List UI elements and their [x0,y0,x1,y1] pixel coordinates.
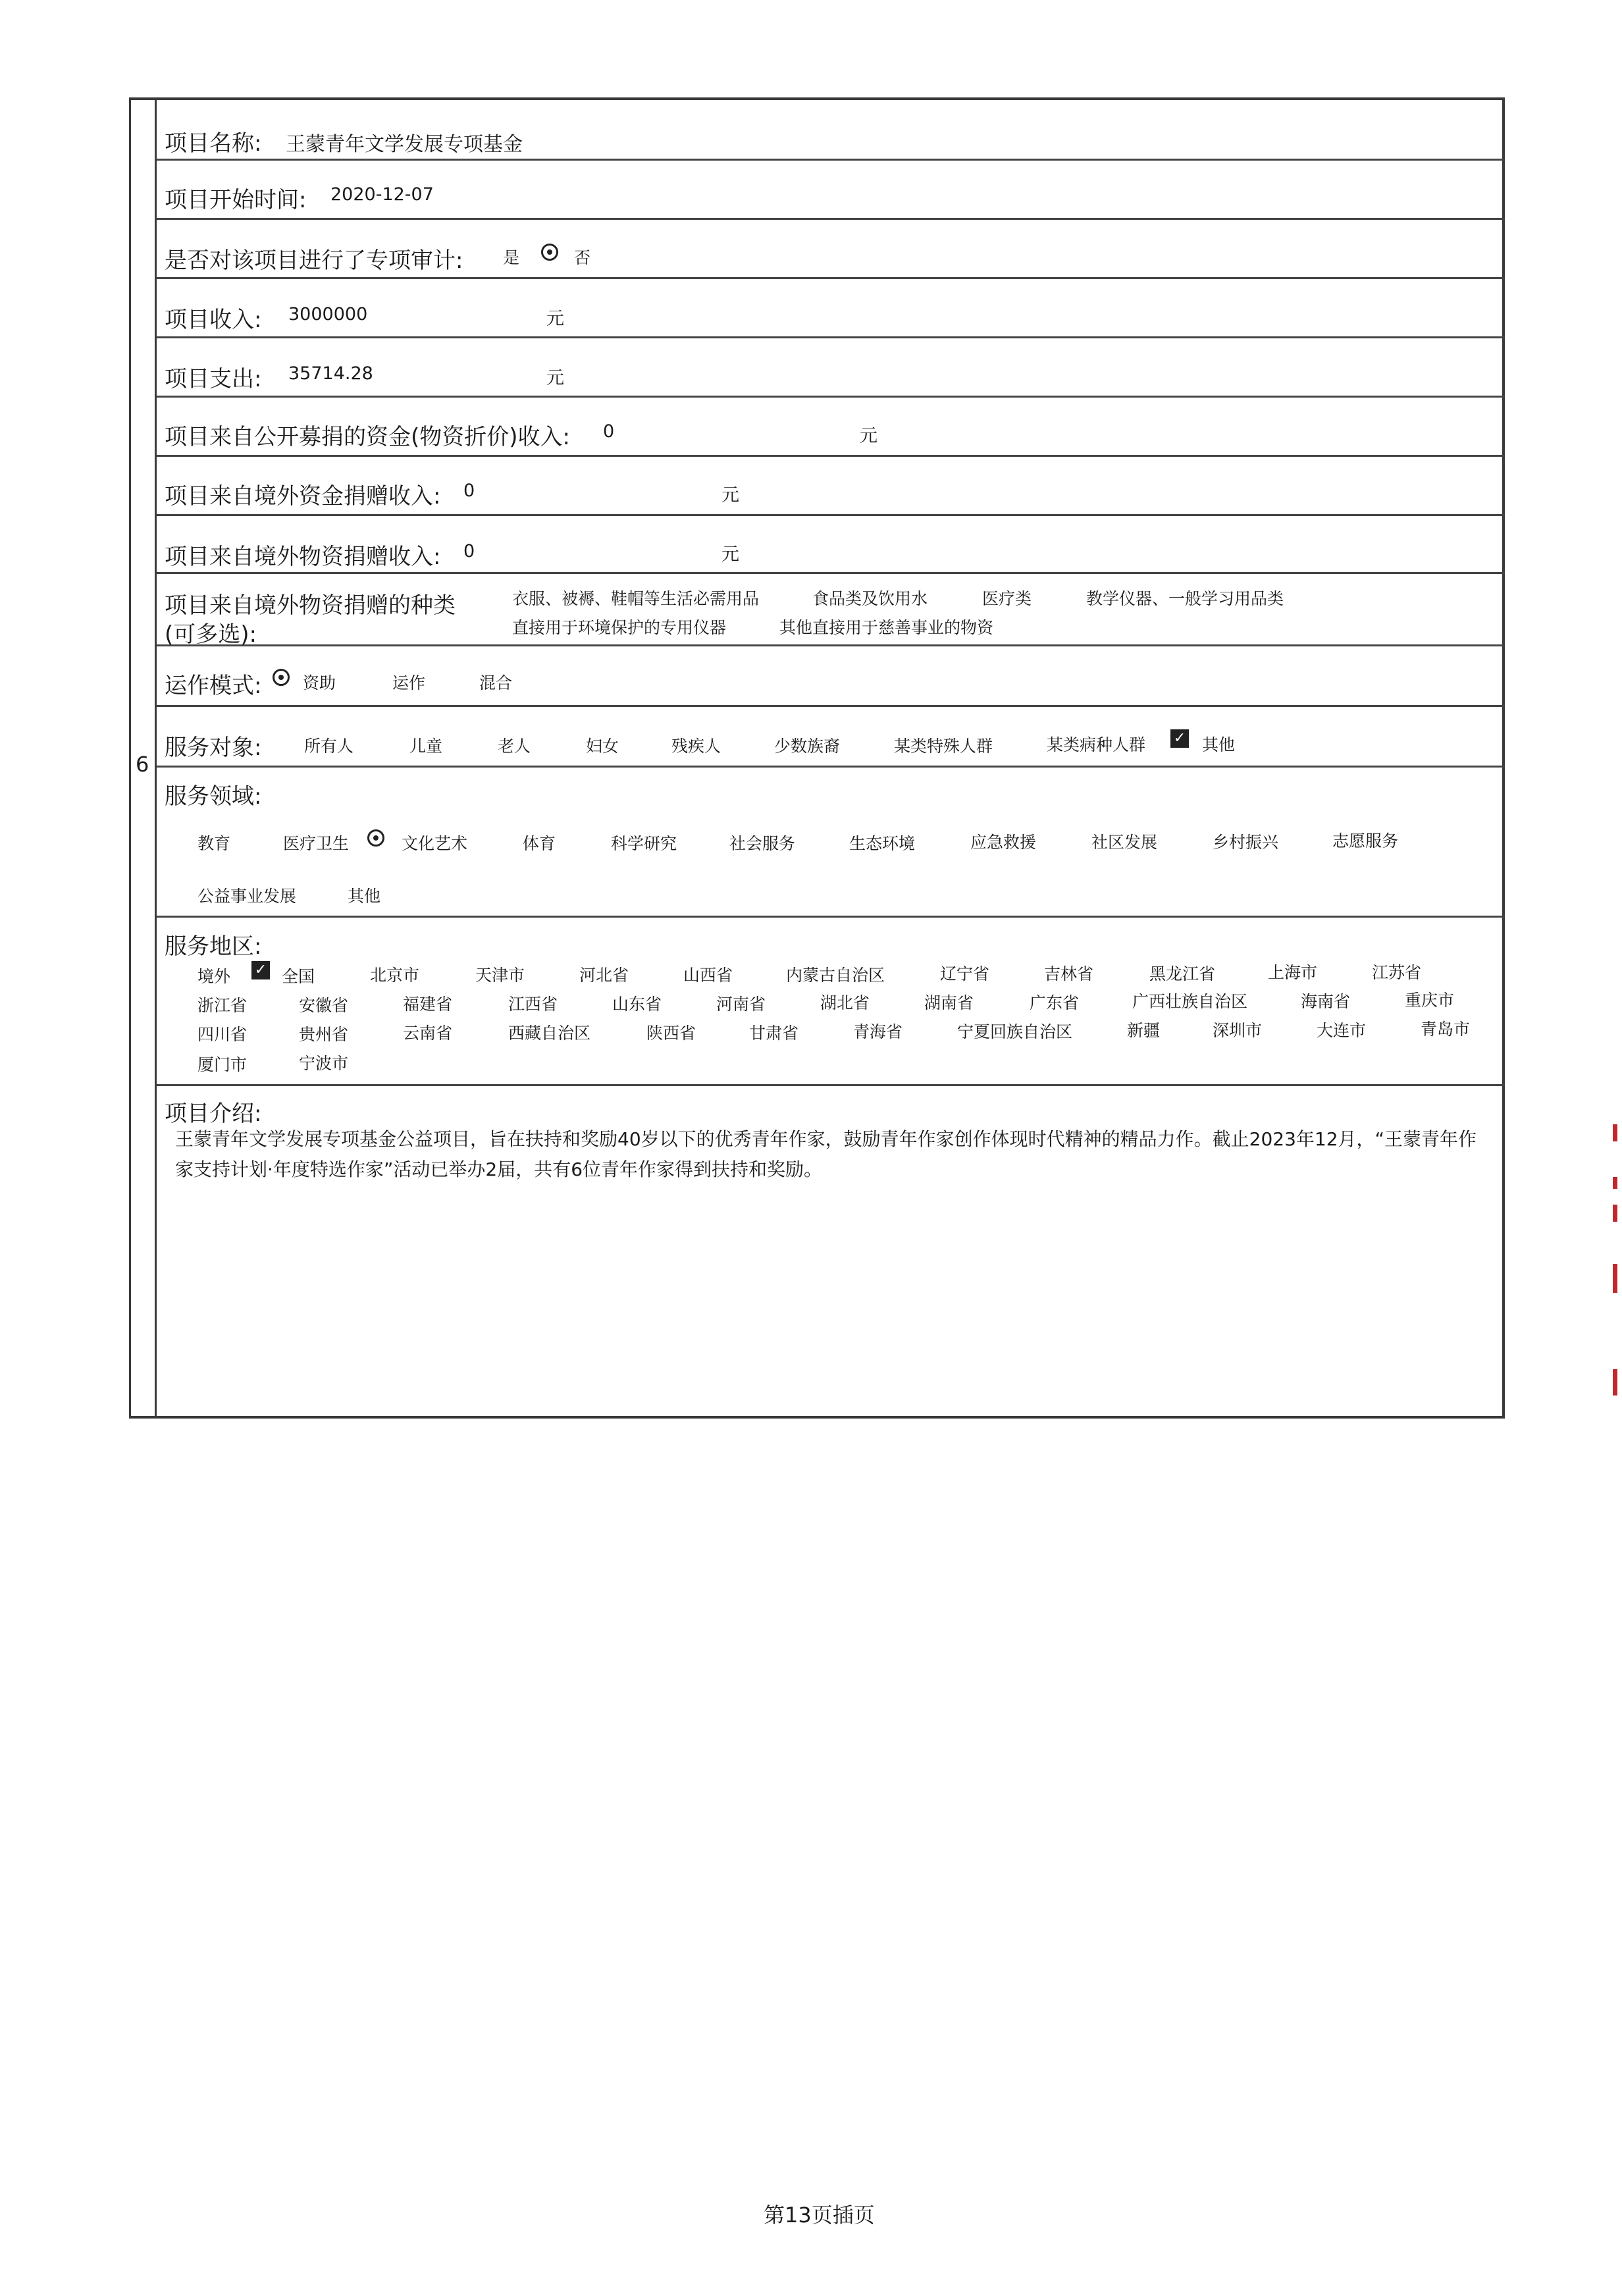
area-option[interactable]: 黑龙江省 [1149,964,1216,983]
area-option[interactable]: 河北省 [579,966,629,985]
income-label: 项目收入: [165,307,262,333]
field-education[interactable]: 教育 [197,834,231,853]
area-option[interactable]: 宁夏回族自治区 [957,1022,1073,1041]
intro-label: 项目介绍: [165,1101,262,1127]
field-public-welfare[interactable]: 公益事业发展 [197,887,297,906]
operation-option-operate[interactable]: 运作 [392,673,426,692]
row-service-areas [157,918,1505,1086]
area-option[interactable]: 内蒙古自治区 [786,966,885,985]
area-option[interactable]: 青岛市 [1421,1020,1471,1039]
expense-label: 项目支出: [165,366,262,392]
start-date-value: 2020-12-07 [330,184,434,205]
area-option[interactable]: 北京市 [370,966,420,985]
row-service-fields [157,768,1505,918]
area-option[interactable]: 深圳市 [1213,1021,1263,1040]
area-nationwide-checkbox-checked[interactable]: ✓ [251,961,270,979]
goods-option-medical[interactable]: 医疗类 [982,589,1032,608]
area-option[interactable]: 广西壮族自治区 [1132,992,1248,1011]
stamp-fragment [1613,1124,1617,1141]
area-option[interactable]: 贵州省 [299,1025,349,1044]
stamp-fragment [1613,1369,1617,1396]
area-option[interactable]: 大连市 [1317,1021,1367,1040]
area-option[interactable]: 吉林省 [1044,964,1094,983]
operation-mode-label: 运作模式: [165,673,262,699]
row-service-targets [157,707,1505,768]
audit-option-yes[interactable]: 是 [503,248,520,267]
area-option[interactable]: 宁波市 [299,1054,349,1073]
area-option[interactable]: 河南省 [716,995,766,1014]
project-name-label: 项目名称: [165,130,262,157]
row-overseas-funds [157,457,1505,516]
area-overseas[interactable]: 境外 [197,967,231,986]
overseas-funds-label: 项目来自境外资金捐赠收入: [165,483,441,509]
row-expense [157,338,1505,398]
area-option[interactable]: 广东省 [1030,993,1080,1012]
stamp-fragment [1613,1177,1617,1189]
row-income [157,279,1505,338]
target-disabled[interactable]: 残疾人 [671,737,721,756]
target-women[interactable]: 妇女 [586,737,619,756]
expense-unit: 元 [546,368,564,388]
field-medical[interactable]: 医疗卫生 [283,834,350,853]
area-option[interactable]: 上海市 [1268,963,1318,982]
area-option[interactable]: 江西省 [508,995,558,1014]
area-option[interactable]: 西藏自治区 [508,1024,591,1043]
public-fundraising-value: 0 [603,421,615,442]
target-other-checkbox-checked[interactable]: ✓ [1170,729,1189,748]
field-volunteer[interactable]: 志愿服务 [1332,831,1399,850]
area-option[interactable]: 浙江省 [197,996,248,1015]
page-footer: 第13页插页 [764,2203,875,2228]
area-option[interactable]: 福建省 [403,995,453,1014]
row-operation-mode [157,646,1505,707]
field-rural[interactable]: 乡村振兴 [1213,833,1279,852]
row-project-name [157,100,1505,161]
service-targets-label: 服务对象: [165,735,262,761]
field-culture-radio-selected[interactable] [367,829,384,847]
stamp-fragment [1613,1205,1617,1222]
intro-text: 王蒙青年文学发展专项基金公益项目，旨在扶持和奖励40岁以下的优秀青年作家，鼓励青年作家创作体现时代精神的精品力作。截止2023年12月，“王蒙青年作家支持计划·年度特选作家”活动已举办2届，共有6位青年作家得到扶持和奖励。 [175,1128,1477,1180]
row-number: 6 [136,752,149,777]
service-areas-label: 服务地区: [165,933,262,960]
service-fields-label: 服务领域: [165,783,262,810]
field-other[interactable]: 其他 [348,887,381,906]
start-date-label: 项目开始时间: [165,187,307,213]
field-community[interactable]: 社区发展 [1091,833,1158,852]
goods-option-food-water[interactable]: 食品类及饮用水 [812,589,928,608]
area-option[interactable]: 甘肃省 [749,1024,799,1043]
field-culture[interactable]: 文化艺术 [402,834,468,853]
area-option[interactable]: 青海省 [853,1022,903,1041]
area-option[interactable]: 辽宁省 [940,964,990,983]
target-disease-groups[interactable]: 某类病种人群 [1047,735,1146,754]
target-children[interactable]: 儿童 [409,737,443,756]
area-option[interactable]: 四川省 [197,1025,248,1044]
area-option[interactable]: 云南省 [403,1024,453,1043]
public-fundraising-unit: 元 [860,426,877,446]
area-option[interactable]: 厦门市 [197,1055,248,1074]
overseas-funds-unit: 元 [721,485,739,506]
overseas-funds-value: 0 [463,481,475,501]
audit-label: 是否对该项目进行了专项审计: [165,248,463,274]
income-value: 3000000 [288,304,368,325]
goods-option-other-charity[interactable]: 其他直接用于慈善事业的物资 [779,618,994,637]
area-option[interactable]: 山西省 [683,966,733,985]
area-option[interactable]: 江苏省 [1372,963,1422,982]
public-fundraising-label: 项目来自公开募捐的资金(物资折价)收入: [165,424,570,450]
area-option[interactable]: 安徽省 [299,996,349,1015]
project-name-value: 王蒙青年文学发展专项基金 [286,133,523,156]
row-goods-types [157,574,1505,646]
area-nationwide[interactable]: 全国 [282,967,315,986]
operation-option-mixed[interactable]: 混合 [479,673,513,692]
audit-option-no[interactable]: 否 [574,248,591,267]
target-other[interactable]: 其他 [1202,735,1236,754]
goods-option-environment[interactable]: 直接用于环境保护的专用仪器 [512,618,727,637]
area-option[interactable]: 山东省 [612,995,662,1014]
goods-option-daily-necessities[interactable]: 衣服、被褥、鞋帽等生活必需用品 [512,589,760,608]
overseas-goods-unit: 元 [721,544,739,565]
target-special-groups[interactable]: 某类特殊人群 [894,737,993,756]
field-social-service[interactable]: 社会服务 [729,834,796,853]
row-intro [157,1086,1505,1415]
target-all[interactable]: 所有人 [304,737,354,756]
audit-no-radio-selected[interactable] [541,244,558,261]
area-option[interactable]: 海南省 [1301,992,1351,1011]
field-science[interactable]: 科学研究 [611,834,677,853]
goods-types-label-line1: 项目来自境外物资捐赠的种类 [165,592,456,619]
target-elderly[interactable]: 老人 [498,737,531,756]
field-ecology[interactable]: 生态环境 [849,834,916,853]
goods-option-teaching[interactable]: 教学仪器、一般学习用品类 [1086,589,1284,608]
target-minorities[interactable]: 少数族裔 [774,737,841,756]
overseas-goods-label: 项目来自境外物资捐赠收入: [165,544,441,570]
area-option[interactable]: 湖南省 [924,993,974,1012]
area-option[interactable]: 新疆 [1127,1021,1161,1040]
stamp-fragment [1613,1264,1617,1293]
row-public-fundraising [157,398,1505,457]
area-option[interactable]: 天津市 [475,966,525,985]
operation-option-grant[interactable]: 资助 [303,673,336,692]
income-unit: 元 [546,309,564,329]
row-overseas-goods [157,516,1505,574]
overseas-goods-value: 0 [463,541,475,561]
row-audit [157,220,1505,279]
area-option[interactable]: 湖北省 [820,993,870,1012]
expense-value: 35714.28 [288,363,373,384]
goods-types-label-line2: (可多选): [165,621,257,648]
field-sports[interactable]: 体育 [523,834,556,853]
area-option[interactable]: 重庆市 [1405,991,1455,1010]
row-start-date [157,161,1505,220]
area-option[interactable]: 陕西省 [646,1024,696,1043]
operation-grant-radio-selected[interactable] [273,669,290,686]
field-emergency[interactable]: 应急救援 [970,833,1037,852]
